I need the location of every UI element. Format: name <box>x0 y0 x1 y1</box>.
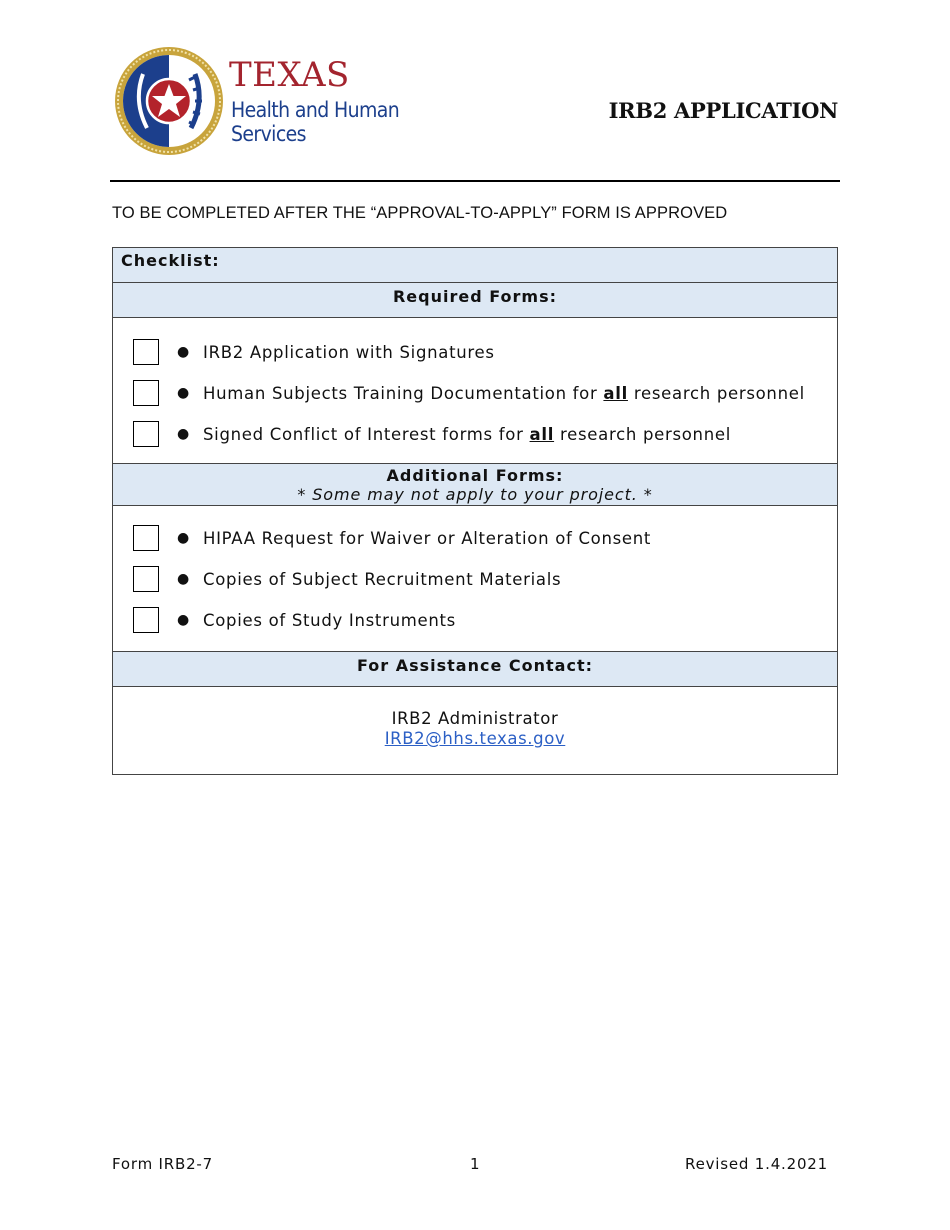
list-item <box>133 379 805 407</box>
checklist-label: Checklist: <box>113 248 837 283</box>
bullet-icon: ● <box>177 530 190 546</box>
contact-email-link[interactable]: IRB2@hhs.texas.gov <box>384 729 566 748</box>
list-item <box>133 420 731 448</box>
additional-forms-note: * Some may not apply to your project. * <box>297 485 653 504</box>
bullet-icon: ● <box>177 571 190 587</box>
logo-line-1: Health and Human <box>231 98 400 122</box>
bullet-icon: ● <box>177 344 190 360</box>
required-forms-list <box>113 318 837 464</box>
checkbox-recruitment-materials[interactable] <box>133 566 159 592</box>
additional-forms-title: Additional Forms: <box>386 466 564 485</box>
bullet-icon: ● <box>177 426 190 442</box>
checkbox-study-instruments[interactable] <box>133 607 159 633</box>
checkbox-hipaa-waiver[interactable] <box>133 525 159 551</box>
footer-form-number: Form IRB2-7 <box>112 1155 213 1173</box>
additional-forms-list <box>113 506 837 652</box>
texas-seal-icon <box>113 44 225 158</box>
item-label: Human Subjects Training Documentation for all research personnel <box>203 383 805 403</box>
item-label: Copies of Study Instruments <box>203 610 456 630</box>
item-label: IRB2 Application with Signatures <box>203 342 495 362</box>
header-divider <box>110 180 840 182</box>
list-item <box>133 338 495 366</box>
contact-section <box>113 687 837 775</box>
checkbox-training-documentation[interactable] <box>133 380 159 406</box>
logo-line-2: Services <box>231 122 306 146</box>
checkbox-conflict-of-interest[interactable] <box>133 421 159 447</box>
instruction-text: TO BE COMPLETED AFTER THE “APPROVAL-TO-APPLY” FORM IS APPROVED <box>112 204 728 222</box>
contact-name: IRB2 Administrator <box>391 709 559 728</box>
contact-heading: For Assistance Contact: <box>113 652 837 687</box>
checklist-table <box>112 247 838 775</box>
footer-revised-date: Revised 1.4.2021 <box>685 1155 828 1173</box>
required-forms-heading: Required Forms: <box>113 283 837 318</box>
checkbox-irb2-application[interactable] <box>133 339 159 365</box>
item-label: Signed Conflict of Interest forms for all research personnel <box>203 424 732 444</box>
list-item <box>133 565 561 593</box>
document-title: IRB2 APPLICATION <box>608 98 838 123</box>
item-label: HIPAA Request for Waiver or Alteration of Consent <box>203 528 652 548</box>
hhs-logo <box>113 44 403 158</box>
list-item <box>133 524 651 552</box>
bullet-icon: ● <box>177 612 190 628</box>
logo-texas-wordmark: TEXAS <box>229 55 350 95</box>
additional-forms-heading <box>113 464 837 506</box>
footer-page-number: 1 <box>470 1155 481 1173</box>
bullet-icon: ● <box>177 385 190 401</box>
item-label: Copies of Subject Recruitment Materials <box>203 569 562 589</box>
list-item <box>133 606 456 634</box>
